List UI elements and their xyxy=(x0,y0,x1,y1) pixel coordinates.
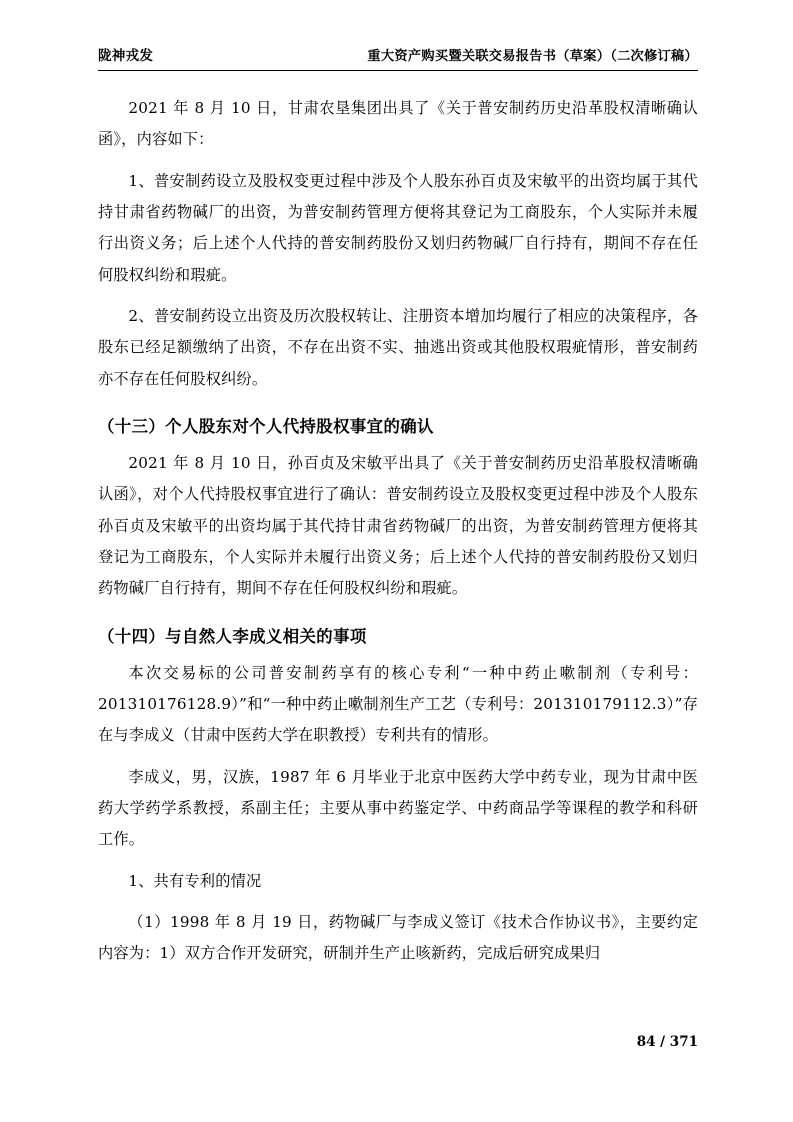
paragraph-section-13-body: 2021 年 8 月 10 日，孙百贞及宋敏平出具了《关于普安制药历史沿革股权清晰确认函》，对个人代持股权事宜进行了确认：普安制药设立及股权变更过程中涉及个人股东孙百贞及宋敏平的出资均属于其代持甘肃省药物碱厂的出资，为普安制药管理方便将其登记为工商股东，个人实际并未履行出资义务；后上述个人代持的普安制药股份又划归药物碱厂自行持有，期间不存在任何股权纠纷和瑕疵。 xyxy=(98,453,698,598)
spacer xyxy=(98,859,698,866)
paragraph-li-chengyi-bio: 李成义，男，汉族，1987 年 6 月毕业于北京中医药大学中药专业，现为甘肃中医药大学药学系教授，系副主任；主要从事中药鉴定学、中药商品学等课程的教学和科研工作。 xyxy=(98,767,698,849)
paragraph-confirmation-letter-intro: 2021 年 8 月 10 日，甘肃农垦集团出具了《关于普安制药历史沿革股权清晰确认函》，内容如下： xyxy=(98,99,698,149)
spacer xyxy=(98,900,698,907)
spacer xyxy=(98,755,698,762)
spacer xyxy=(98,159,698,166)
section-heading-14: （十四）与自然人李成义相关的事项 xyxy=(98,626,367,646)
spacer xyxy=(98,294,698,301)
section-heading-13: （十三）个人股东对个人代持股权事宜的确认 xyxy=(98,416,434,436)
header-divider xyxy=(98,70,698,71)
paragraph-item-1: 1、普安制药设立及股权变更过程中涉及个人股东孙百贞及宋敏平的出资均属于其代持甘肃省药物碱厂的出资，为普安制药管理方便将其登记为工商股东，个人实际并未履行出资义务；后上述个人代持的普安制药股份又划归药物碱厂自行持有，期间不存在任何股权纠纷和瑕疵。 xyxy=(98,171,698,284)
page-number: 84 / 371 xyxy=(636,1034,698,1050)
paragraph-patent-overview: 本次交易标的公司普安制药享有的核心专利“一种中药止嗽制剂（专利号：201310176128.9）”和“一种中药止嗽制剂生产工艺（专利号：201310179112.3）”存在与李成义（甘肃中医药大学在职教授）专利共有的情形。 xyxy=(98,663,698,745)
paragraph-subsection-1-title: 1、共有专利的情况 xyxy=(128,871,262,890)
header-company-name: 陇神戎发 xyxy=(98,48,154,64)
paragraph-agreement-1998: （1）1998 年 8 月 19 日，药物碱厂与李成义签订《技术合作协议书》，主要约定内容为：1）双方合作开发研究，研制并生产止咳新药，完成后研究成果归 xyxy=(98,912,698,963)
paragraph-item-2: 2、普安制药设立出资及历次股权转让、注册资本增加均履行了相应的决策程序，各股东已经足额缴纳了出资，不存在出资不实、抽逃出资或其他股权瑕疵情形，普安制药亦不存在任何股权纠纷。 xyxy=(98,306,698,388)
page-content xyxy=(98,44,698,973)
page-header xyxy=(98,44,698,69)
header-document-title: 重大资产购买暨关联交易报告书（草案）（二次修订稿） xyxy=(367,49,698,64)
